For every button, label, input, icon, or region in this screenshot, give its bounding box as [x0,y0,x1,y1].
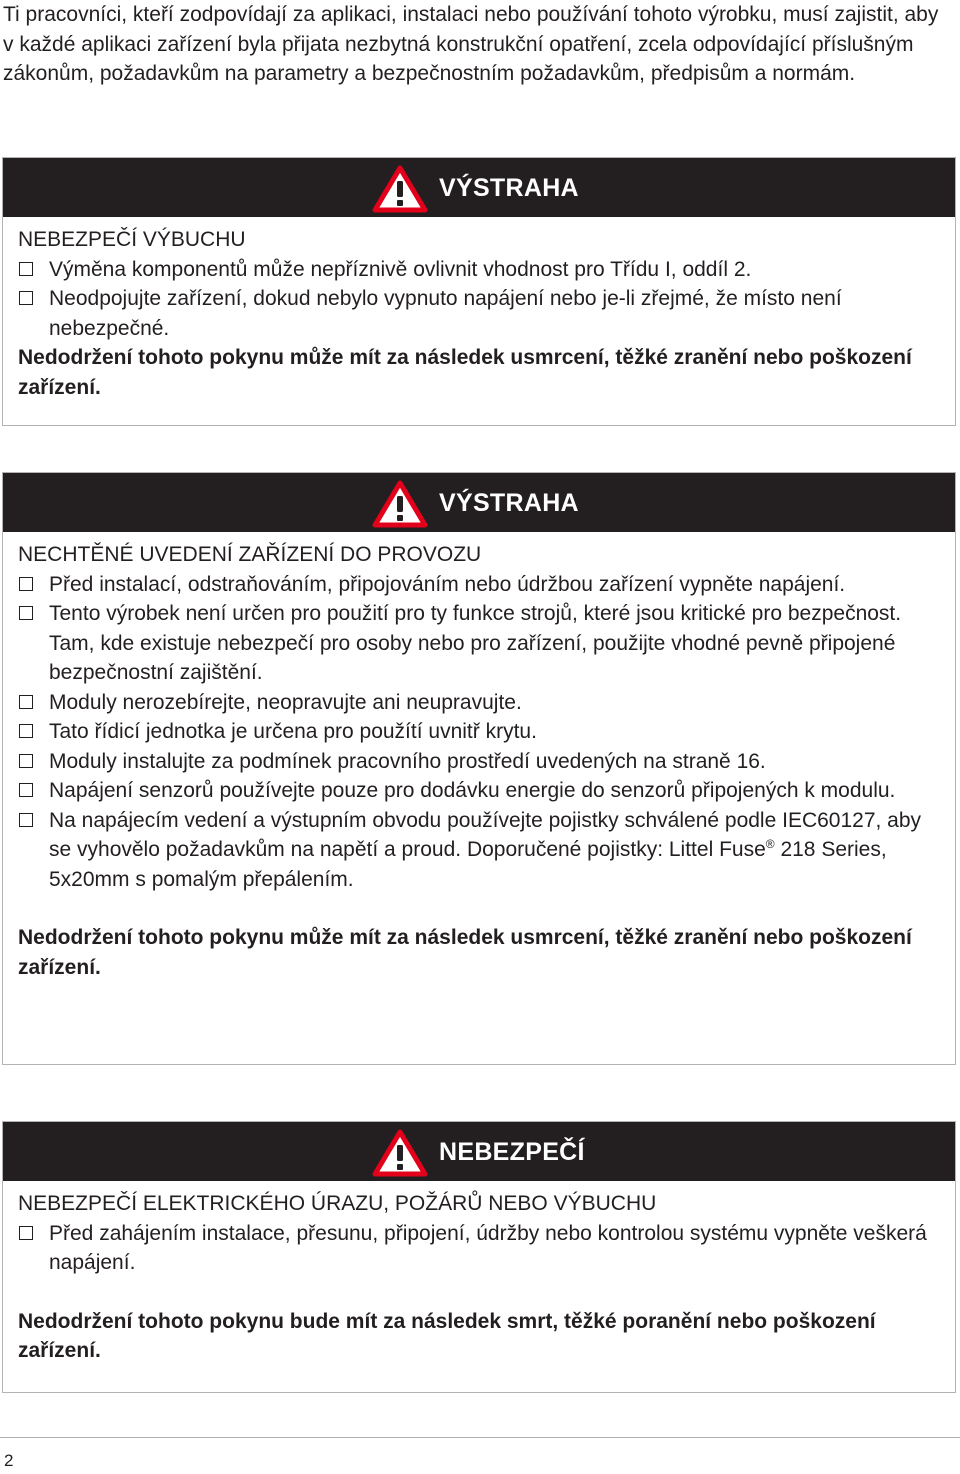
warning-triangle-icon [372,480,428,528]
list-item [18,570,941,600]
warning-triangle-icon [372,165,428,213]
list-item [18,776,941,806]
checkbox-icon [19,606,33,620]
footer-divider [0,1437,960,1438]
warning-triangle-icon [372,1129,428,1177]
list-item [18,599,941,688]
checkbox-icon [19,813,33,827]
list-item [18,1219,941,1278]
list-item-text: Před instalací, odstraňováním, připojováním nebo údržbou zařízení vypněte napájení. [49,572,846,596]
warning-box-startup [2,472,956,1065]
danger-header-bar [3,1122,955,1181]
list-item-text: Před zahájením instalace, přesunu, připojení, údržby nebo kontrolou systému vypněte veškerá napájení. [49,1221,927,1274]
list-item [18,717,941,747]
consequence-text: Nedodržení tohoto pokynu bude mít za následek smrt, těžké poranění nebo poškození zařízení. [18,1309,876,1362]
checkbox-icon [19,754,33,768]
registered-mark: ® [765,837,775,851]
checkbox-icon [19,724,33,738]
hazard-heading: NECHTĚNÉ UVEDENÍ ZAŘÍZENÍ DO PROVOZU [18,543,482,566]
page-number: 2 [4,1451,14,1470]
checkbox-icon [19,1226,33,1240]
intro-paragraph: Ti pracovníci, kteří zodpovídají za aplikaci, instalaci nebo používání tohoto výrobku, musí zajistit, aby v každé aplikaci zařízení byla přijata nezbytná konstrukční opatření, zcela odpovídající příslušným zákonům, požadavkům na parametry a bezpečnostním požadavkům, předpisům a normám. [3,3,939,85]
checkbox-icon [19,783,33,797]
danger-box-electrical [2,1121,956,1393]
list-item-text: Napájení senzorů používejte pouze pro dodávku energie do senzorů připojených k modulu. [49,779,896,802]
list-item-text: Moduly instalujte za podmínek pracovního prostředí uvedených na straně 16. [49,749,766,773]
danger-content [3,1181,955,1366]
warning-content [3,217,955,402]
list-item-text-end: 218 Series, 5x20mm s pomalým přepálením. [49,838,887,891]
list-item-text: Tato řídicí jednotka je určena pro použítí uvnitř krytu. [49,720,537,743]
checkbox-icon [19,695,33,709]
checkbox-icon [19,577,33,591]
list-item-text: Tento výrobek není určen pro použití pro ty funkce strojů, které jsou kritické pro bezpečnost. Tam, kde existuje nebezpečí pro osoby nebo pro zařízení, použijte vhodné pevně připojené bezpečnostní zajištění. [49,602,902,684]
warning-title: VÝSTRAHA [439,174,579,202]
warning-content [3,532,955,982]
list-item-text: Na napájecím vedení a výstupním obvodu používejte pojistky schválené podle IEC60127, aby se vyhovělo požadavkům na napětí a proud. Doporučené pojistky: Littel Fuse [49,808,922,861]
list-item-text: Neodpojujte zařízení, dokud nebylo vypnuto napájení nebo je-li zřejmé, že místo není nebezpečné. [49,287,842,340]
warning-box-explosion [2,157,956,426]
danger-title: NEBEZPEČÍ [439,1138,585,1166]
warning-title: VÝSTRAHA [439,489,579,517]
checkbox-icon [19,291,33,305]
list-item [18,255,941,285]
consequence-text: Nedodržení tohoto pokynu může mít za následek usmrcení, těžké zranění nebo poškození zařízení. [18,926,912,979]
list-item-text: Výměna komponentů může nepříznivě ovlivnit vhodnost pro Třídu I, oddíl 2. [49,257,752,281]
warning-header-bar [3,473,955,532]
warning-header-bar [3,158,955,217]
list-item [18,747,941,777]
list-item [18,284,941,343]
list-item [18,806,941,895]
list-item-text: Moduly nerozebírejte, neopravujte ani neupravujte. [49,690,522,714]
hazard-heading: NEBEZPEČÍ VÝBUCHU [18,228,246,251]
checkbox-icon [19,262,33,276]
consequence-text: Nedodržení tohoto pokynu může mít za následek usmrcení, těžké zranění nebo poškození zařízení. [18,346,912,399]
hazard-heading: NEBEZPEČÍ ELEKTRICKÉHO ÚRAZU, POŽÁRŮ NEBO VÝBUCHU [18,1192,657,1215]
list-item [18,688,941,718]
